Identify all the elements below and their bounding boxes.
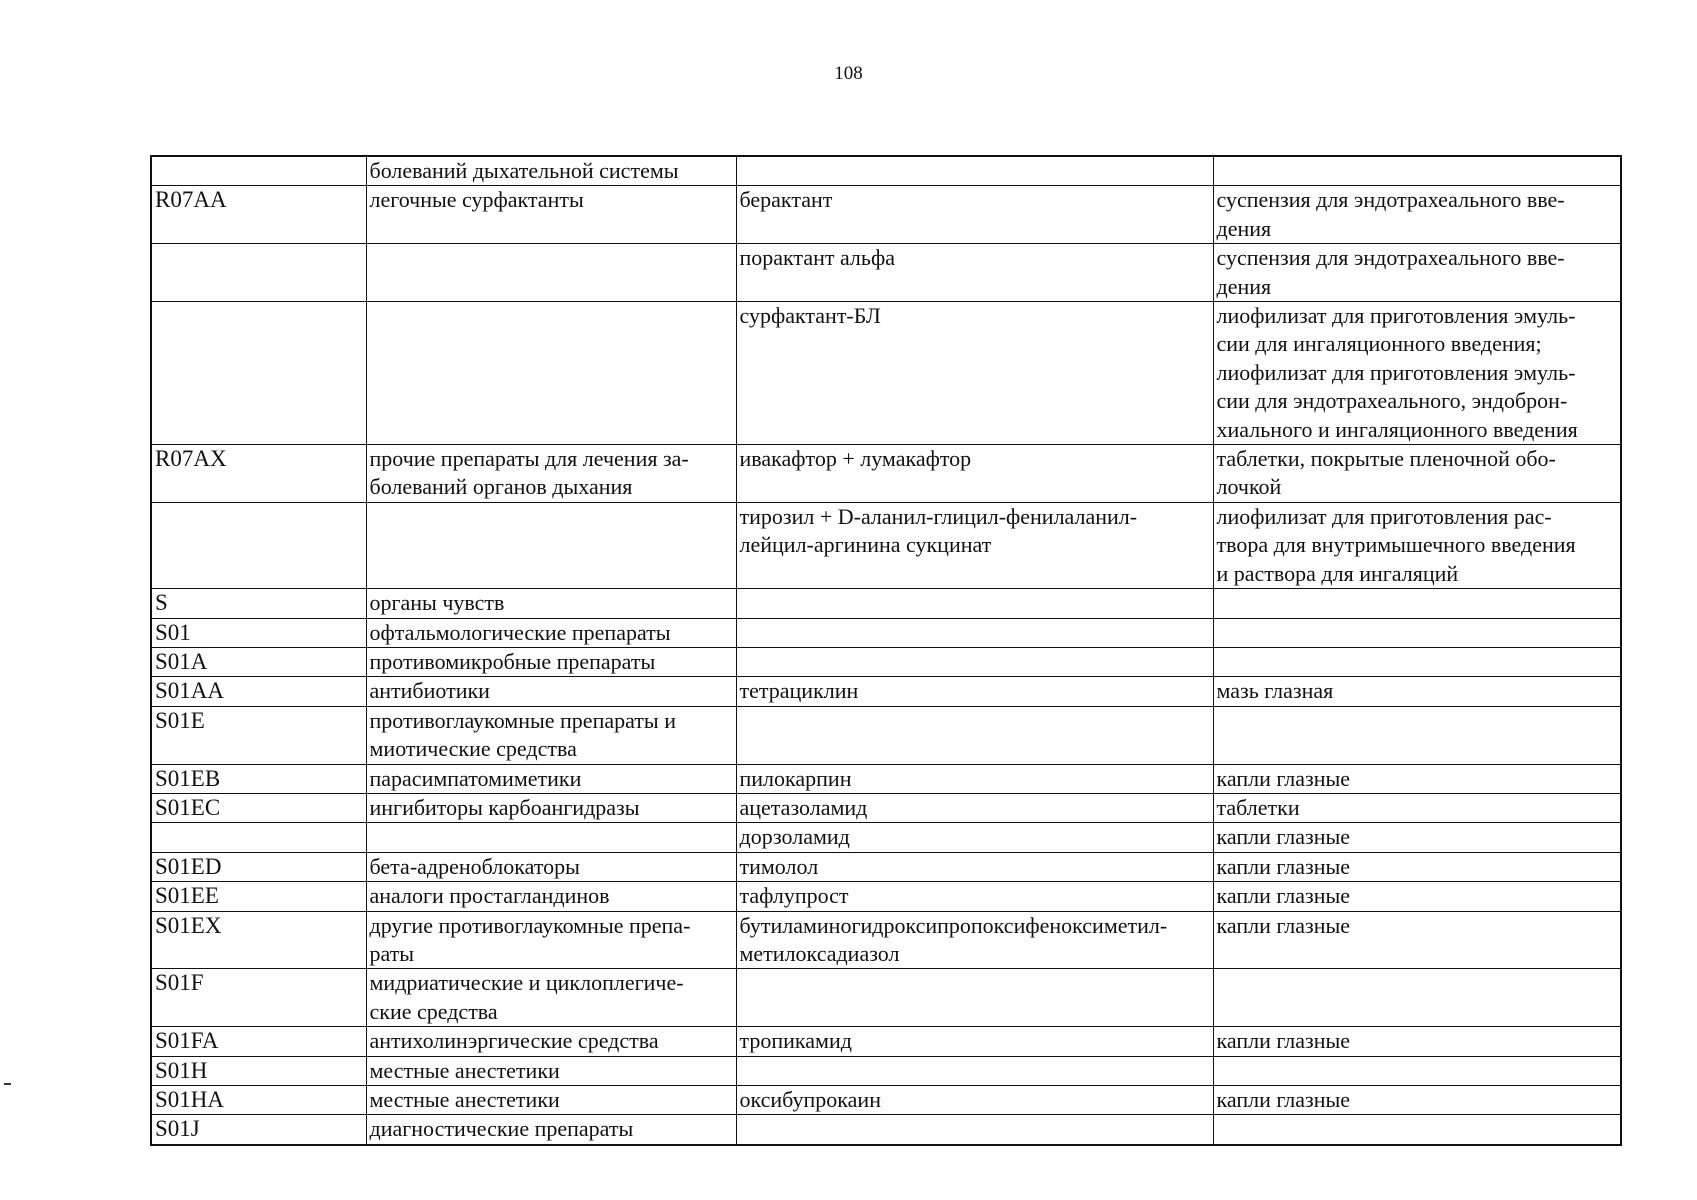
group-cell-text: антибиотики xyxy=(369,678,490,704)
atc-code-cell xyxy=(151,793,366,822)
atc-code-cell-text: S01AA xyxy=(155,678,225,704)
atc-code-cell xyxy=(151,618,366,647)
atc-code-cell xyxy=(151,647,366,676)
form-cell xyxy=(1213,589,1621,618)
drug-cell-text: тафлупрост xyxy=(739,883,849,909)
atc-code-cell-text: S01EB xyxy=(155,765,221,791)
drug-cell-text: сурфактант-БЛ xyxy=(739,303,881,329)
form-cell xyxy=(1213,502,1621,588)
form-cell xyxy=(1213,1086,1621,1115)
form-cell xyxy=(1213,1056,1621,1085)
atc-code-cell xyxy=(151,244,366,302)
group-cell xyxy=(366,706,736,764)
drug-cell xyxy=(736,445,1213,503)
drug-cell-text: тетрациклин xyxy=(739,678,859,704)
drug-cell xyxy=(736,764,1213,793)
drug-cell xyxy=(736,882,1213,911)
atc-code-cell xyxy=(151,445,366,503)
table-row xyxy=(151,764,1621,793)
drug-cell-text: тимолол xyxy=(739,853,819,879)
table-body xyxy=(151,156,1621,1145)
atc-code-cell xyxy=(151,677,366,706)
form-cell xyxy=(1213,1115,1621,1145)
drug-cell-text: пилокарпин xyxy=(739,765,852,791)
atc-code-cell xyxy=(151,302,366,445)
form-cell xyxy=(1213,186,1621,244)
group-cell xyxy=(366,186,736,244)
drug-cell-text: ивакафтор + лумакафтор xyxy=(739,446,972,472)
atc-code-cell xyxy=(151,1056,366,1085)
table-row xyxy=(151,1056,1621,1085)
drug-cell xyxy=(736,706,1213,764)
atc-code-cell xyxy=(151,156,366,186)
group-cell xyxy=(366,244,736,302)
group-cell xyxy=(366,502,736,588)
page-number: 108 xyxy=(834,63,863,84)
table-row xyxy=(151,302,1621,445)
table-row xyxy=(151,589,1621,618)
atc-code-cell-text: S01EE xyxy=(155,883,219,909)
group-cell xyxy=(366,1115,736,1145)
drug-cell xyxy=(736,618,1213,647)
form-cell-text: капли глазные xyxy=(1216,765,1351,791)
group-cell-text: ингибиторы карбоангидразы xyxy=(369,794,640,820)
drug-table xyxy=(150,155,1622,1146)
group-cell-text: местные анестетики xyxy=(369,1087,560,1112)
atc-code-cell-text: S01J xyxy=(155,1116,200,1142)
atc-code-cell-text: S01E xyxy=(155,707,205,733)
atc-code-cell xyxy=(151,1086,366,1115)
atc-code-cell xyxy=(151,1027,366,1056)
atc-code-cell xyxy=(151,911,366,969)
group-cell xyxy=(366,911,736,969)
group-cell xyxy=(366,445,736,503)
table-row xyxy=(151,1027,1621,1056)
drug-cell xyxy=(736,1056,1213,1085)
form-cell xyxy=(1213,618,1621,647)
form-cell-text: капли глазные xyxy=(1216,824,1351,850)
group-cell-text: болеваний дыхательной системы xyxy=(369,158,679,183)
table-row xyxy=(151,618,1621,647)
group-cell xyxy=(366,969,736,1027)
drug-cell xyxy=(736,186,1213,244)
group-cell-text: другие противоглаукомные препа- раты xyxy=(369,912,691,966)
scan-mark xyxy=(4,1083,11,1085)
form-cell-text: капли глазные xyxy=(1216,1028,1351,1054)
atc-code-cell xyxy=(151,186,366,244)
group-cell-text: офтальмологические препараты xyxy=(369,619,671,645)
group-cell-text: парасимпатомиметики xyxy=(369,765,582,791)
drug-cell-text: дорзоламид xyxy=(739,824,850,850)
form-cell xyxy=(1213,823,1621,852)
atc-code-cell-text: S01 xyxy=(155,619,191,645)
form-cell xyxy=(1213,882,1621,911)
group-cell-text: прочие препараты для лечения за- болеваний органов дыхания xyxy=(369,446,689,500)
drug-cell xyxy=(736,793,1213,822)
table-row xyxy=(151,244,1621,302)
atc-code-cell xyxy=(151,852,366,881)
form-cell-text: мазь глазная xyxy=(1216,678,1334,704)
group-cell-text: диагностические препараты xyxy=(369,1116,634,1142)
table-row xyxy=(151,882,1621,911)
form-cell xyxy=(1213,969,1621,1027)
group-cell xyxy=(366,618,736,647)
atc-code-cell xyxy=(151,823,366,852)
drug-cell xyxy=(736,969,1213,1027)
drug-cell-text: порактант альфа xyxy=(739,245,895,271)
drug-cell-text: бутиламиногидроксипропоксифеноксиметил- метилоксадиазол xyxy=(739,912,1168,966)
group-cell-text: органы чувств xyxy=(369,590,505,616)
drug-cell xyxy=(736,1027,1213,1056)
atc-code-cell-text: S01H xyxy=(155,1057,208,1083)
form-cell xyxy=(1213,852,1621,881)
drug-cell xyxy=(736,852,1213,881)
atc-code-cell xyxy=(151,502,366,588)
drug-cell xyxy=(736,1086,1213,1115)
form-cell xyxy=(1213,793,1621,822)
drug-cell xyxy=(736,156,1213,186)
drug-cell xyxy=(736,589,1213,618)
form-cell xyxy=(1213,764,1621,793)
form-cell xyxy=(1213,911,1621,969)
table-row xyxy=(151,502,1621,588)
table-row xyxy=(151,706,1621,764)
form-cell-text: капли глазные xyxy=(1216,853,1351,879)
group-cell-text: мидриатические и циклоплегиче- ские средства xyxy=(369,970,684,1024)
group-cell xyxy=(366,647,736,676)
table-row xyxy=(151,969,1621,1027)
group-cell xyxy=(366,589,736,618)
atc-code-cell-text: S01F xyxy=(155,970,204,996)
table-row xyxy=(151,852,1621,881)
form-cell-text: таблетки xyxy=(1216,794,1300,820)
group-cell-text: противоглаукомные препараты и миотические средства xyxy=(369,707,676,762)
drug-cell-text: ацетазоламид xyxy=(739,794,868,820)
group-cell-text: противомикробные препараты xyxy=(369,648,656,674)
atc-code-cell-text: S01FA xyxy=(155,1028,219,1054)
group-cell xyxy=(366,823,736,852)
form-cell-text: капли глазные xyxy=(1216,912,1351,938)
table-row xyxy=(151,1115,1621,1145)
group-cell-text: антихолинэргические средства xyxy=(369,1028,659,1054)
atc-code-cell-text: S xyxy=(155,590,168,616)
drug-cell xyxy=(736,1115,1213,1145)
form-cell-text: таблетки, покрытые пленочной обо- лочкой xyxy=(1216,446,1556,500)
table-row xyxy=(151,911,1621,969)
atc-code-cell xyxy=(151,764,366,793)
table-row xyxy=(151,1086,1621,1115)
atc-code-cell-text: S01EC xyxy=(155,794,221,820)
group-cell xyxy=(366,764,736,793)
atc-code-cell-text: S01EX xyxy=(155,912,222,938)
atc-code-cell xyxy=(151,1115,366,1145)
atc-code-cell xyxy=(151,969,366,1027)
table-row xyxy=(151,793,1621,822)
group-cell xyxy=(366,156,736,186)
atc-code-cell-text: R07AA xyxy=(155,187,227,213)
group-cell xyxy=(366,882,736,911)
drug-cell-text: тропикамид xyxy=(739,1028,852,1054)
form-cell xyxy=(1213,647,1621,676)
drug-cell xyxy=(736,502,1213,588)
group-cell xyxy=(366,1056,736,1085)
form-cell xyxy=(1213,244,1621,302)
group-cell xyxy=(366,302,736,445)
group-cell-text: бета-адреноблокаторы xyxy=(369,853,580,879)
form-cell xyxy=(1213,445,1621,503)
atc-code-cell xyxy=(151,882,366,911)
group-cell xyxy=(366,677,736,706)
form-cell xyxy=(1213,706,1621,764)
drug-cell-text: оксибупрокаин xyxy=(739,1087,881,1112)
table-row xyxy=(151,445,1621,503)
group-cell xyxy=(366,852,736,881)
atc-code-cell-text: S01A xyxy=(155,648,208,674)
form-cell xyxy=(1213,1027,1621,1056)
drug-cell-text: берактант xyxy=(739,187,833,213)
drug-cell xyxy=(736,677,1213,706)
drug-cell xyxy=(736,647,1213,676)
drug-cell xyxy=(736,911,1213,969)
table-row xyxy=(151,156,1621,186)
table-row xyxy=(151,823,1621,852)
drug-cell xyxy=(736,244,1213,302)
table-row xyxy=(151,186,1621,244)
atc-code-cell-text: S01HA xyxy=(155,1087,225,1112)
form-cell-text: суспензия для эндотрахеального вве- дения xyxy=(1216,187,1565,241)
table-row xyxy=(151,647,1621,676)
atc-code-cell xyxy=(151,706,366,764)
group-cell-text: легочные сурфактанты xyxy=(369,187,584,213)
group-cell-text: местные анестетики xyxy=(369,1057,560,1083)
form-cell-text: лиофилизат для приготовления эмуль- сии для ингаляционного введения; лиофилизат для приготовления эмуль- сии для эндотрахеального, эндоброн- хиального и ингаляционного введения xyxy=(1216,303,1578,442)
drug-cell xyxy=(736,302,1213,445)
atc-code-cell xyxy=(151,589,366,618)
form-cell-text: капли глазные xyxy=(1216,883,1351,909)
group-cell xyxy=(366,793,736,822)
form-cell-text: лиофилизат для приготовления рас- твора для внутримышечного введения и раствора для ингаляций xyxy=(1216,503,1576,586)
atc-code-cell-text: R07AX xyxy=(155,446,227,472)
group-cell xyxy=(366,1027,736,1056)
group-cell xyxy=(366,1086,736,1115)
form-cell xyxy=(1213,677,1621,706)
drug-cell-text: тирозил + D-аланил-глицил-фенилаланил- лейцил-аргинина сукцинат xyxy=(739,503,1138,558)
atc-code-cell-text: S01ED xyxy=(155,853,222,879)
form-cell-text: суспензия для эндотрахеального вве- дения xyxy=(1216,245,1565,299)
form-cell-text: капли глазные xyxy=(1216,1087,1351,1112)
drug-cell xyxy=(736,823,1213,852)
form-cell xyxy=(1213,156,1621,186)
group-cell-text: аналоги простагландинов xyxy=(369,883,610,909)
form-cell xyxy=(1213,302,1621,445)
table-row xyxy=(151,677,1621,706)
